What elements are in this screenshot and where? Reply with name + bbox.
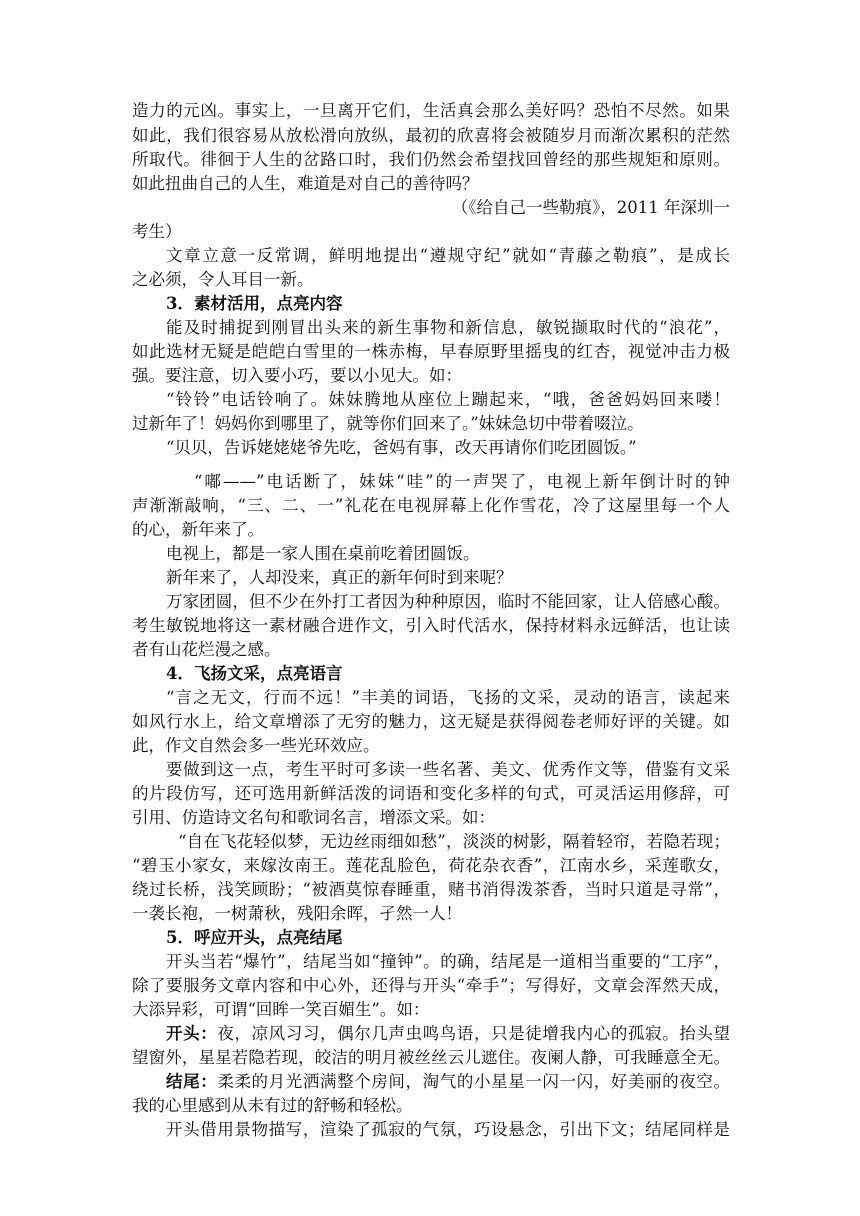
- paragraph-line: 绕过长桥，浅笑顾盼；“被酒莫惊春睡重，赌书消得泼茶香，当时只道是寻常”，: [132, 880, 730, 899]
- paragraph-line: 如此，我们很容易从放松滑向放纵，最初的欣喜将会被随岁月而渐次累积的茫然: [132, 126, 730, 145]
- example-ending-line: [166, 1070, 730, 1094]
- section-heading: 4．飞扬文采，点亮语言: [166, 664, 343, 683]
- paragraph-line: 新年来了，人却没来，真正的新年何时到来呢？: [166, 568, 513, 587]
- paragraph-line: 过新年了！妈妈你到哪里了，就等你们回来了。”妹妹急切中带着啜泣。: [132, 414, 644, 433]
- paragraph-line: 之必须，令人耳目一新。: [132, 270, 314, 289]
- paragraph-line: 如此扭曲自己的人生，难道是对自己的善待吗？: [132, 174, 479, 193]
- paragraph-line: 考生敏锐地将这一素材融合进作文，引入时代活水，保持材料永远鲜活，也让读: [132, 616, 730, 635]
- paragraph-line: 声渐渐敲响，“三、二、一”礼花在电视屏幕上化作雪花，冷了这屋里每一个人: [132, 496, 730, 515]
- paragraph-line: 我的心里感到从未有过的舒畅和轻松。: [132, 1096, 413, 1115]
- paragraph-line: 万家团圆，但不少在外打工者因为种种原因，临时不能回家，让人倍感心酸。: [166, 592, 730, 611]
- paragraph-line: 一袭长袍，一树萧秋，残阳余晖，孑然一人！: [132, 904, 462, 923]
- paragraph-line: “嘟——”电话断了，妹妹“哇”的一声哭了，电视上新年倒计时的钟: [194, 472, 730, 491]
- opening-text: 夜，凉风习习，偶尔几声虫鸣鸟语，只是徒增我内心的孤寂。抬头望: [217, 1024, 730, 1043]
- paragraph-line: 的片段仿写，还可选用新鲜活泼的词语和变化多样的句式，可灵活运用修辞，可: [132, 784, 730, 803]
- paragraph-line: 引用、仿造诗文名句和歌词名言，增添文采。如：: [132, 808, 495, 827]
- ending-text: 柔柔的月光洒满整个房间，淘气的小星星一闪一闪，好美丽的夜空。: [217, 1072, 730, 1091]
- paragraph-line: 望窗外，星星若隐若现，皎洁的明月被丝丝云儿遮住。夜阑人静，可我睡意全无。: [132, 1048, 730, 1067]
- opening-label: 开头：: [166, 1024, 218, 1043]
- paragraph-line: 电视上，都是一家人围在桌前吃着团圆饭。: [166, 544, 480, 563]
- paragraph-line: 开头当若“爆竹”，结尾当如“撞钟”。的确，结尾是一道相当重要的“工序”，: [166, 952, 730, 971]
- paragraph-line: 造力的元凶。事实上，一旦离开它们，生活真会那么美好吗？恐怕不尽然。如果: [132, 101, 730, 120]
- ending-label: 结尾：: [166, 1072, 218, 1091]
- paragraph-line: 除了要服务文章内容和中心外，还得与开头“牵手”；写得好，文章会浑然天成，: [132, 976, 730, 995]
- paragraph-line: “铃铃”电话铃响了。妹妹腾地从座位上蹦起来，“哦，爸爸妈妈回来喽！: [166, 390, 730, 409]
- paragraph-line: 如此选材无疑是皑皑白雪里的一株赤梅，早春原野里摇曳的红杏，视觉冲击力极: [132, 342, 730, 361]
- section-heading: 3．素材活用，点亮内容: [166, 294, 343, 313]
- paragraph-line: 的心，新年来了。: [132, 520, 264, 539]
- paragraph-line: “言之无文，行而不远！”丰美的词语，飞扬的文采，灵动的语言，读起来: [166, 688, 730, 707]
- paragraph-line: 如风行水上，给文章增添了无穷的魅力，这无疑是获得阅卷老师好评的关键。如: [132, 712, 730, 731]
- paragraph-line: 开头借用景物描写，渲染了孤寂的气氛，巧设悬念，引出下文；结尾同样是: [166, 1120, 730, 1139]
- paragraph-line: 文章立意一反常调，鲜明地提出“遵规守纪”就如“青藤之勒痕”，是成长: [166, 246, 730, 265]
- paragraph-line: “自在飞花轻似梦，无边丝雨细如愁”，淡淡的树影，隔着轻帘，若隐若现；: [178, 832, 730, 851]
- paragraph-line: 大添异彩，可谓“回眸一笑百媚生”。如：: [132, 1000, 430, 1019]
- paragraph-line: 要做到这一点，考生平时可多读一些名著、美文、优秀作文等，借鉴有文采: [166, 760, 730, 779]
- citation-line: 考生）: [132, 222, 182, 241]
- paragraph-line: “贝贝，告诉姥姥姥爷先吃，爸妈有事，改天再请你们吃团圆饭。”: [166, 438, 637, 457]
- paragraph-line: 所取代。徘徊于人生的岔路口时，我们仍然会希望找回曾经的那些规矩和原则。: [132, 150, 730, 169]
- citation-line: （《给自己一些勒痕》，2011 年深圳一: [451, 198, 730, 217]
- example-opening-line: [166, 1022, 730, 1046]
- paragraph-line: “碧玉小家女，来嫁汝南王。莲花乱脸色，荷花杂衣香”，江南水乡，采莲歌女，: [132, 856, 730, 875]
- paragraph-line: 能及时捕捉到刚冒出头来的新生事物和新信息，敏锐撷取时代的“浪花”，: [166, 318, 730, 337]
- section-heading: 5．呼应开头，点亮结尾: [166, 928, 343, 947]
- paragraph-line: 此，作文自然会多一些光环效应。: [132, 736, 380, 755]
- paragraph-line: 者有山花烂漫之感。: [132, 640, 281, 659]
- paragraph-line: 强。要注意，切入要小巧，要以小见大。如：: [132, 366, 462, 385]
